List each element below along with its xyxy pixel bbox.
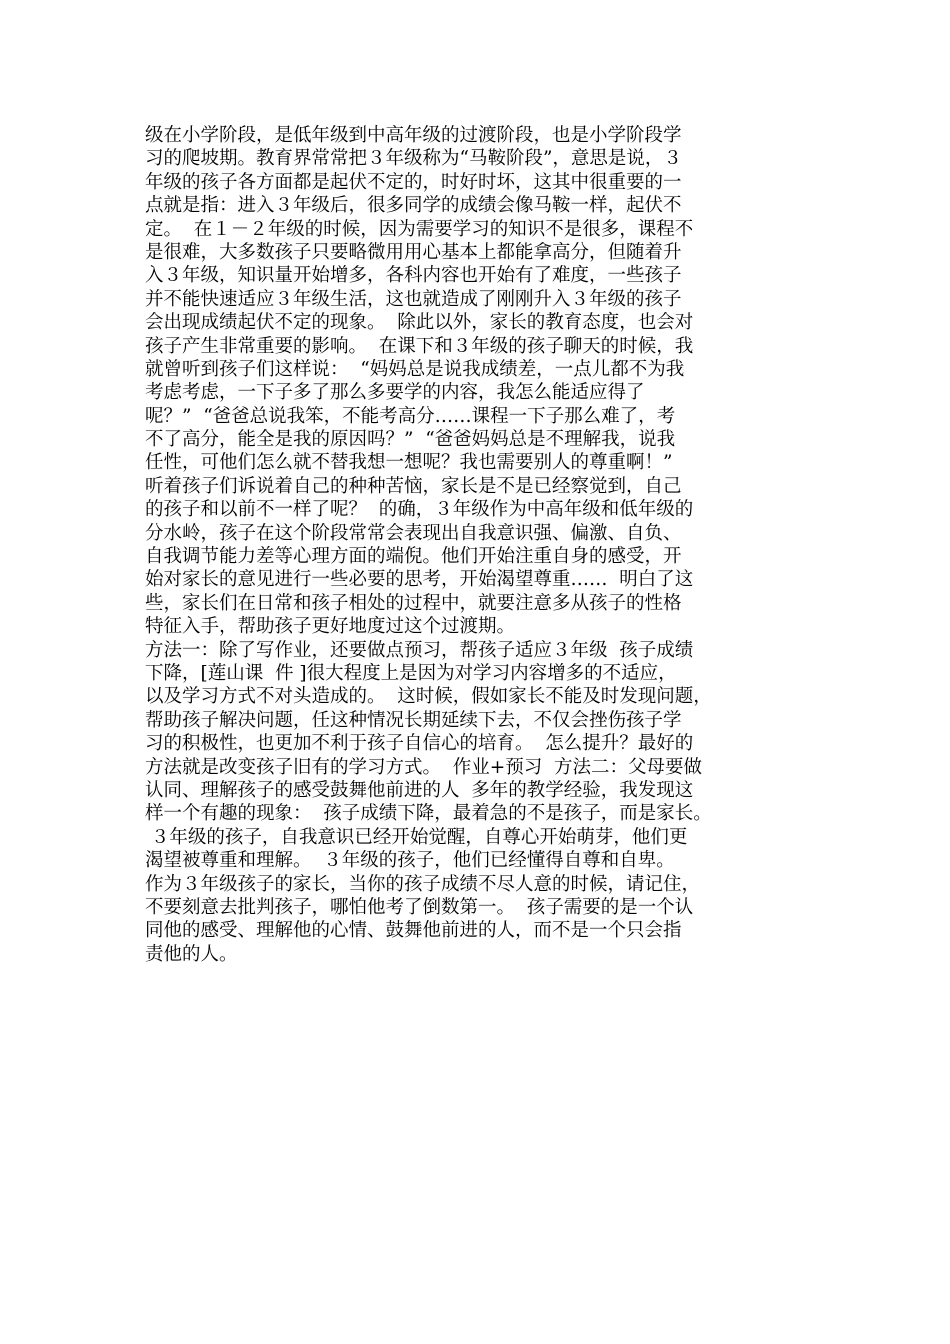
text-line: 分水岭，孩子在这个阶段常常会表现出自我意识强、偏激、自负、 <box>145 522 682 544</box>
text-line: 是很难，大多数孩子只要略微用用心基本上都能拿高分，但随着升 <box>145 241 682 263</box>
text-line: 下降，[莲山课 件 ]很大程度上是因为对学习内容增多的不适应， <box>145 662 677 684</box>
text-line: 方法一：除了写作业，还要做点预习，帮孩子适应３年级 孩子成绩 <box>145 639 694 661</box>
text-line: 就曾听到孩子们这样说： “妈妈总是说我成绩差，一点儿都不为我 <box>145 358 685 380</box>
text-line: 始对家长的意见进行一些必要的思考，开始渴望尊重…… 明白了这 <box>145 569 694 591</box>
text-line: 同他的感受、理解他的心情、鼓舞他前进的人，而不是一个只会指 <box>145 920 682 942</box>
text-line: 孩子产生非常重要的影响。 在课下和３年级的孩子聊天的时候，我 <box>145 335 694 357</box>
text-line: 的孩子和以前不一样了呢？ 的确，３年级作为中高年级和低年级的 <box>145 499 694 521</box>
text-line: 不要刻意去批判孩子，哪怕他考了倒数第一。 孩子需要的是一个认 <box>145 896 694 918</box>
text-line: 自我调节能力差等心理方面的端倪。他们开始注重自身的感受，开 <box>145 546 682 568</box>
text-line: 入３年级，知识量开始增多，各科内容也开始有了难度，一些孩子 <box>145 265 682 287</box>
text-line: 些，家长们在日常和孩子相处的过程中，就要注意多从孩子的性格 <box>145 592 682 614</box>
text-line: 点就是指：进入３年级后，很多同学的成绩会像马鞍一样，起伏不 <box>145 195 682 217</box>
text-line: ３年级的孩子，自我意识已经开始觉醒，自尊心开始萌芽，他们更 <box>145 826 688 848</box>
text-line: 帮助孩子解决问题，任这种情况长期延续下去，不仅会挫伤孩子学 <box>145 709 682 731</box>
text-line: 呢？” “爸爸总说我笨，不能考高分……课程一下子那么难了，考 <box>145 405 676 427</box>
text-line: 考虑考虑，一下子多了那么多要学的内容，我怎么能适应得了 <box>145 382 645 404</box>
text-line: 会出现成绩起伏不定的现象。 除此以外，家长的教育态度，也会对 <box>145 312 694 334</box>
text-line: 年级的孩子各方面都是起伏不定的，时好时坏，这其中很重要的一 <box>145 171 682 193</box>
text-line: 不了高分，能全是我的原因吗？” “爸爸妈妈总是不理解我，说我 <box>145 429 676 451</box>
text-line: 认同、理解孩子的感受鼓舞他前进的人 多年的教学经验，我发现这 <box>145 779 694 801</box>
text-line: 级在小学阶段，是低年级到中高年级的过渡阶段，也是小学阶段学 <box>145 125 682 146</box>
text-line: 任性，可他们怎么就不替我想一想呢？我也需要别人的尊重啊！” <box>145 452 673 474</box>
text-line: 方法就是改变孩子旧有的学习方式。 作业+预习 方法二：父母要做 <box>145 756 703 778</box>
text-line: 特征入手，帮助孩子更好地度过这个过渡期。 <box>145 616 516 638</box>
text-line: 并不能快速适应３年级生活，这也就造成了刚刚升入３年级的孩子 <box>145 288 682 310</box>
text-line: 习的爬坡期。教育界常常把３年级称为“马鞍阶段”，意思是说，３ <box>145 148 682 170</box>
text-line: 以及学习方式不对头造成的。 这时候，假如家长不能及时发现问题， <box>145 686 712 708</box>
text-line: 作为３年级孩子的家长，当你的孩子成绩不尽人意的时候，请记住， <box>145 873 701 895</box>
text-line: 定。 在１－２年级的时候，因为需要学习的知识不是很多，课程不 <box>145 218 694 240</box>
text-line: 习的积极性，也更加不利于孩子自信心的培育。 怎么提升？最好的 <box>145 733 694 755</box>
body-text <box>145 124 820 966</box>
text-line: 听着孩子们诉说着自己的种种苦恼，家长是不是已经察觉到，自己 <box>145 475 682 497</box>
text-line: 样一个有趣的现象： 孩子成绩下降，最着急的不是孩子，而是家长。 <box>145 803 712 825</box>
text-line: 责他的人。 <box>145 943 238 965</box>
text-line: 渴望被尊重和理解。 ３年级的孩子，他们已经懂得自尊和自卑。 <box>145 850 675 872</box>
